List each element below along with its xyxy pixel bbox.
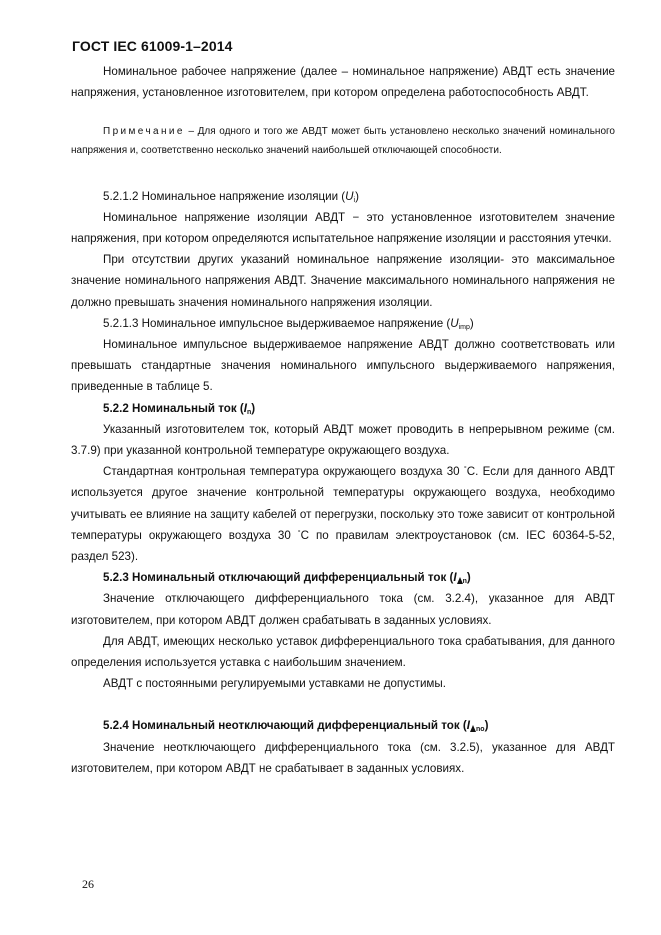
paragraph-impulse-voltage: Номинальное импульсное выдерживаемое напряжение АВДТ должно соответствовать или превышать стандартные значения номинального импульсного выдерживаемого напряжения, приведенные в таблице 5. [71,338,615,394]
document-header: ГОСТ IEC 61009-1–2014 [72,38,233,54]
paragraph-rated-operating-voltage: Номинальное рабочее напряжение (далее – номинальное напряжение) АВДТ есть значение напряжения, установленное изготовителем, при котором определена работоспособность АВДТ. [71,65,615,100]
paragraph-residual-non-operating-current: Значение неотключающего дифференциального тока (см. 3.2.5), указанное для АВДТ изготовителем, при котором АВДТ не срабатывает в заданных условиях. [71,740,615,775]
paragraph-fixed-settings: АВДТ с постоянными регулируемыми уставками не допустимы. [103,677,446,691]
paragraph-reference-temperature: Стандартная контрольная температура окружающего воздуха 30 °С. Если для данного АВДТ используется другое значение контрольной температуры окружающего воздуха, необходимо учитывать ее влияние на защиту кабелей от перегрузки, поскольку это тоже зависит от контрольной температуры окружающего воздуха 30 °С по правилам электроустановок (см. IEC 60364-5-52, раздел 523). [71,465,615,564]
section-heading-5-2-3: 5.2.3 Номинальный отключающий дифференциальный ток (I $_n$) [103,571,471,586]
paragraph-rated-current: Указанный изготовителем ток, который АВДТ может проводить в непрерывном режиме (см. 3.7.9) при указанной контрольной температуре окружающего воздуха. [71,422,615,458]
page-body [71,61,615,779]
note [71,123,615,160]
section-heading-5-2-1-3: 5.2.1.3 Номинальное импульсное выдерживаемое напряжение $(U_{imp})$ [103,316,474,331]
paragraph-multiple-settings: Для АВДТ, имеющих несколько уставок дифференциального тока срабатывания, для данного определения используется уставка с наибольшим значением. [71,634,615,670]
note-text: – Для одного и того же АВДТ может быть установлено несколько значений номинального напряжения и, соответственно несколько значений наибольшей отключающей способности. [71,126,615,156]
paragraph-residual-operating-current: Значение отключающего дифференциального тока (см. 3.2.4), указанное для АВДТ изготовителем, при котором АВДТ должен срабатывать в заданных условиях. [71,592,615,627]
page-number: 26 [82,877,94,891]
note-label: Примечание [103,126,185,138]
section-heading-5-2-4: 5.2.4 Номинальный неотключающий дифференциальный ток (I $_{no}$) [103,719,489,734]
paragraph-insulation-voltage-max: При отсутствии других указаний номинальное напряжение изоляции- это максимальное значение номинального напряжения АВДТ. Значение максимального номинального напряжения не должно превышать значения номинального напряжения изоляции. [71,253,615,309]
section-heading-5-2-2: 5.2.2 Номинальный ток $(I_n)$ [103,401,256,416]
section-heading-5-2-1-2: 5.2.1.2 Номинальное напряжение изоляции $(U_i)$ [103,189,359,204]
paragraph-insulation-voltage: Номинальное напряжение изоляции АВДТ − это установленное изготовителем значение напряжения, при котором определяются испытательное напряжение изоляции и расстояния утечки. [71,210,615,245]
